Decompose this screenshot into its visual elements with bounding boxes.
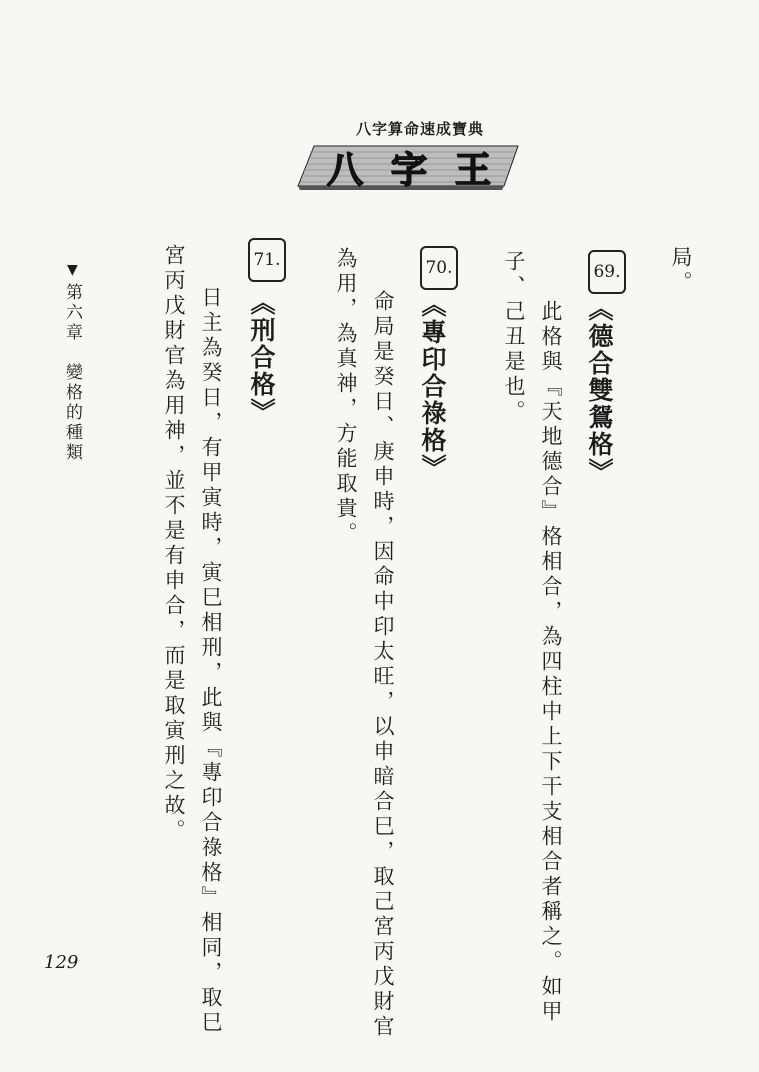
section-71-line-1: 日主為癸日，有甲寅時，寅巳相刑，此與『專印合祿格』相同，取巳 [199,286,223,1036]
section-71-line-2: 宮丙戊財官為用神，並不是有申合，而是取寅刑之故。 [162,244,186,844]
banner-title: 八字王 [326,150,519,191]
section-69-number: 69. [588,250,626,294]
section-71-title: 《刑合格》 [247,290,276,425]
section-70-number: 70. [420,246,458,290]
section-70-line-1: 命局是癸日、庚申時，因命中印太旺，以申暗合巳，取己宮丙戊財官 [371,290,395,1040]
section-71-number: 71. [248,238,286,282]
page-number: 129 [44,952,79,973]
book-subtitle: 八字算命速成寶典 [355,120,484,138]
section-70-line-2: 為用，為真神，方能取貴。 [334,247,358,547]
section-70-title: 《專印合祿格》 [418,292,447,481]
chapter-marker-icon: ▼ [67,262,78,278]
section-69-line-2: 子、己丑是也。 [502,250,526,425]
section-69-line-1: 此格與『天地德合』格相合，為四柱中上下干支相合者稱之。如甲 [539,300,563,1025]
chapter-label: 第六章 變格的種類 [62,283,82,463]
section-69-title: 《德合雙鴛格》 [585,296,614,485]
carryover-text: 局。 [669,246,693,296]
title-banner [296,140,522,192]
